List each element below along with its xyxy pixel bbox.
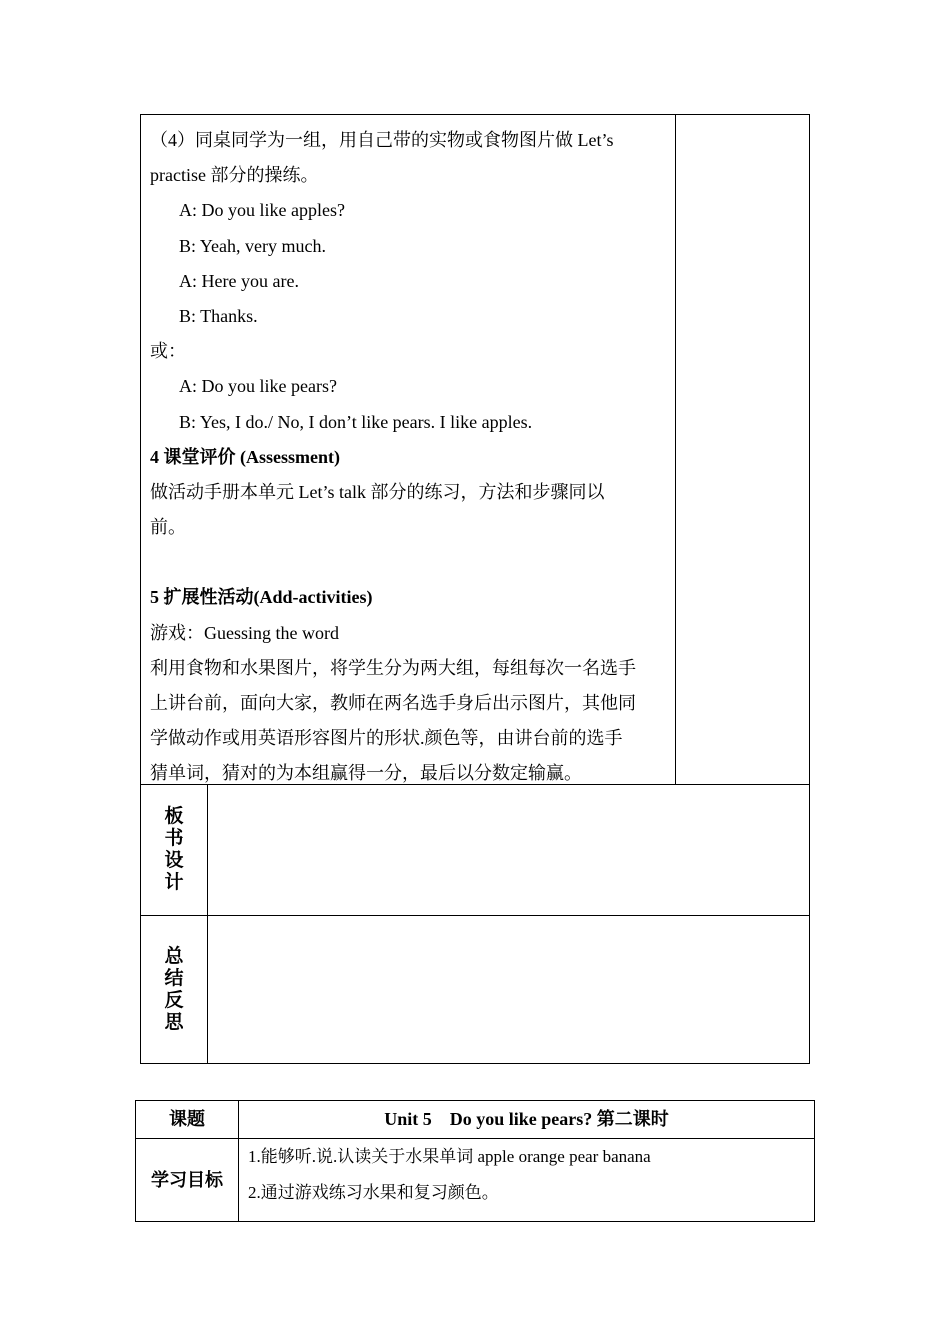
summary-reflection-label: 总 结 反 思	[164, 945, 184, 1033]
dialogue-line: B: Yeah, very much.	[179, 235, 326, 256]
text-line: 学做动作或用英语形容图片的形状.颜色等，由讲台前的选手	[150, 728, 623, 749]
section-heading-assessment: 4 课堂评价 (Assessment)	[150, 446, 340, 467]
topic-label: 课题	[169, 1109, 205, 1129]
text-line: 利用食物和水果图片，将学生分为两大组，每组每次一名选手	[150, 657, 636, 678]
dialogue-line: A: Do you like apples?	[179, 200, 345, 221]
text-line: 游戏：Guessing the word	[150, 622, 339, 643]
procedure-content	[150, 123, 670, 792]
board-design-label: 板 书 设 计	[164, 805, 184, 893]
label-column-divider	[207, 784, 208, 1064]
text-line: 做活动手册本单元 Let’s talk 部分的练习，方法和步骤同以	[150, 481, 605, 502]
row-divider	[141, 915, 809, 916]
text-line: 猜单词，猜对的为本组赢得一分，最后以分数定输赢。	[150, 763, 582, 784]
goal-item: 1.能够听.说.认读关于水果单词 apple orange pear banana	[248, 1147, 651, 1166]
text-line: 上讲台前，面向大家，教师在两名选手身后出示图片，其他同	[150, 693, 636, 713]
goals-label: 学习目标	[151, 1170, 223, 1190]
text-line: 或：	[150, 341, 186, 362]
goal-item: 2.通过游戏练习水果和复习颜色。	[248, 1183, 499, 1202]
blank-line	[150, 545, 670, 580]
topic-value: Unit 5 Do you like pears? 第二课时	[384, 1109, 669, 1129]
text-line: （4）同桌同学为一组，用自己带的实物或食物图片做 Let’s	[150, 130, 614, 150]
dialogue-line: A: Do you like pears?	[179, 376, 337, 397]
goals-list	[248, 1139, 651, 1211]
dialogue-line: A: Here you are.	[179, 270, 299, 291]
section-heading-activities: 5 扩展性活动(Add-activities)	[150, 587, 373, 608]
dialogue-line: B: Yes, I do./ No, I don’t like pears. I like apples.	[179, 411, 533, 432]
column-divider	[675, 115, 676, 784]
lesson-header-table	[135, 1100, 815, 1222]
lesson-procedure-table	[140, 114, 810, 1064]
text-line: 前。	[150, 517, 186, 538]
dialogue-line: B: Thanks.	[179, 305, 258, 326]
text-line: practise 部分的操练。	[150, 165, 319, 186]
